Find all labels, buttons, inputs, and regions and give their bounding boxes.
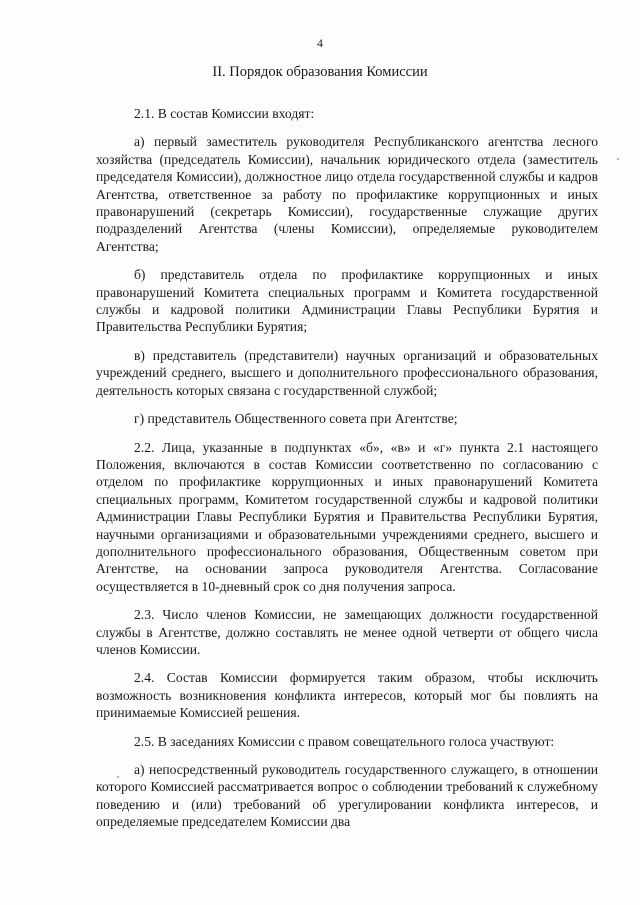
paragraph-2-1-v: в) представитель (представители) научных организаций и образовательных учреждений среднего, высшего и дополнительного профессионального образования, деятельность которых связана с государственной службой; [96, 347, 598, 398]
scan-speck [617, 158, 619, 160]
paragraph-2-2: 2.2. Лица, указанные в подпунктах «б», «в» и «г» пункта 2.1 настоящего Положения, включаются в состав Комиссии соответственно по согласованию с отделом по профилактике коррупционных и иных правонарушений Комитета специальных программ, Комитетом государственной службы и кадровой политики Администрации Главы Республики Бурятия и Правительства Республики Бурятия, научными организациями и образовательными учреждениями среднего, высшего и дополнительного профессионального образования, Общественным советом при Агентстве, на основании запроса руководителя Агентства. Согласование осуществляется в 10-дневный срок со дня получения запроса. [96, 439, 598, 594]
paragraph-2-1-b: б) представитель отдела по профилактике коррупционных и иных правонарушений Комитета специальных программ и Комитета государственной службы и кадровой политики Администрации Главы Республики Бурятия и Правительства Республики Бурятия; [96, 267, 598, 335]
document-body [96, 105, 598, 842]
page-number: 4 [317, 36, 323, 50]
scan-speck [117, 776, 119, 778]
paragraph-2-1: 2.1. В состав Комиссии входят: [134, 106, 315, 121]
section-title: II. Порядок образования Комиссии [212, 64, 428, 80]
paragraph-2-5-a: а) непосредственный руководитель государственного служащего, в отношении которого Комиссией рассматривается вопрос о соблюдении требований к служебному поведению и (или) требований об урегулировании конфликта интересов, и определяемые председателем Комиссии два [96, 762, 598, 830]
paragraph-2-5: 2.5. В заседаниях Комиссии с правом совещательного голоса участвуют: [134, 733, 555, 749]
paragraph-2-4: 2.4. Состав Комиссии формируется таким образом, чтобы исключить возможность возникновения конфликта интересов, который мог бы повлиять на принимаемые Комиссией решения. [96, 670, 598, 721]
paragraph-2-1-a: а) первый заместитель руководителя Республиканского агентства лесного хозяйства (председатель Комиссии), начальник юридического отдела (заместитель председателя Комиссии), должностное лицо отдела государственной службы и кадров Агентства, ответственное за работу по профилактике коррупционных и иных правонарушений (секретарь Комиссии), государственные служащие других подразделений Агентства (члены Комиссии), определяемые руководителем Агентства; [96, 134, 598, 254]
paragraph-2-3: 2.3. Число членов Комиссии, не замещающих должности государственной службы в Агентстве, должно составлять не менее одной четверти от общего числа членов Комиссии. [96, 607, 598, 657]
paragraph-2-1-g: г) представитель Общественного совета при Агентстве; [134, 411, 458, 427]
